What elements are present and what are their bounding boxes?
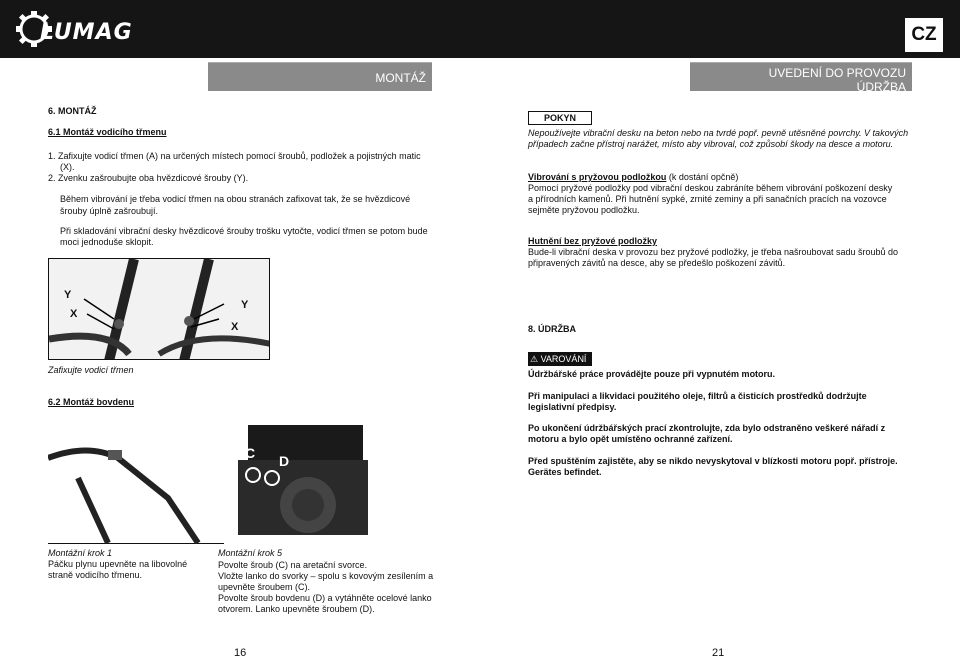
warning-1: Údržbářské práce provádějte pouze při vypnutém motoru. <box>528 369 776 379</box>
caption-1-title: Montážní krok 1 <box>48 548 113 558</box>
note-1b: šrouby úplně zašroubují. <box>60 206 159 216</box>
warning-4b: Gerätes befindet. <box>528 467 602 477</box>
warning-4a: Před spuštěním zajistěte, aby se nikdo nevyskytoval v blízkosti motoru popř. přístroje. <box>528 456 898 466</box>
step-1-cont: (X). <box>60 162 75 172</box>
throttle-lever-photo <box>48 418 224 544</box>
note-2b: moci jednoduše sklopit. <box>60 237 154 247</box>
fig1-label-x2: X <box>231 321 239 333</box>
section-heading-6: 6. MONTÁŽ <box>48 106 97 116</box>
caption-5-line5: otvorem. Lanko upevněte šroubem (D). <box>218 604 375 614</box>
note-2a: Při skladování vibrační desky hvězdicové šrouby trošku vytočte, vodicí třmen se potom bude <box>60 226 428 236</box>
page-number-right: 21 <box>712 647 725 658</box>
vib-line3: sejměte pryžovou podložku. <box>528 205 640 215</box>
fig1-label-x1: X <box>70 308 78 320</box>
page-number-left: 16 <box>234 647 247 658</box>
varovani-text: VAROVÁNÍ <box>540 354 587 364</box>
language-badge: CZ <box>905 18 943 52</box>
caption-5-title: Montážní krok 5 <box>218 548 283 558</box>
vib-line2: a přírodních kamenů. Při hutnění sypké, zrnité zeminy a při sanačních pracích na vozovce <box>528 194 887 204</box>
pokyn-line1: Nepoužívejte vibrační desku na beton nebo na tvrdé popř. pevně utěsněné povrchy. V takových <box>528 128 909 138</box>
hut-line1: Bude-li vibrační deska v provozu bez pryžové podložky, je třeba našroubovat sadu šroubů do <box>528 247 899 257</box>
vib-line1: Pomocí pryžové podložky pod vibrační deskou zabráníte během vibrování poškození desky <box>528 183 893 193</box>
banner-right-line2: ÚDRŽBA <box>856 80 906 95</box>
vib-title-line <box>528 172 738 184</box>
step-1: 1. Zafixujte vodicí třmen (A) na určených místech pomocí šroubů, podložek a pojistných matic <box>48 151 421 161</box>
handle-mount-photo <box>48 258 270 360</box>
warning-3a: Po ukončení údržbářských prací zkontrolujte, zda bylo odstraněno veškeré nářadí z <box>528 423 886 433</box>
fig1-caption: Zafixujte vodicí třmen <box>48 365 134 375</box>
section-banner-left <box>208 62 432 91</box>
caption-5-line1: Povolte šroub (C) na aretační svorce. <box>218 560 368 570</box>
logo-text: LUMAG <box>40 20 133 45</box>
lumag-logo <box>14 9 154 49</box>
banner-right-line1: UVEDENÍ DO PROVOZU <box>768 66 906 80</box>
pokyn-label: POKYN <box>528 111 592 125</box>
note-1a: Během vibrování je třeba vodicí třmen na obou stranách zafixovat tak, že se hvězdicové <box>60 194 411 204</box>
caption-1-line1: Páčku plynu upevněte na libovolné <box>48 559 188 569</box>
step-2: 2. Zvenku zašroubujte oba hvězdicové šrouby (Y). <box>48 173 249 183</box>
engine-photo <box>218 420 376 546</box>
fig2-label-d: D <box>279 453 290 469</box>
caption-5-line4: Povolte šroub bovdenu (D) a vytáhněte ocelové lanko <box>218 593 432 603</box>
warning-2a: Při manipulaci a likvidaci použitého oleje, filtrů a čisticích prostředků dodržujte <box>528 391 867 401</box>
fig2-label-c: C <box>245 445 256 461</box>
section-heading-8: 8. ÚDRŽBA <box>528 324 577 334</box>
fig1-label-y1: Y <box>64 289 72 301</box>
vib-title: Vibrování s pryžovou podložkou <box>528 172 667 182</box>
caption-5-line2: Vložte lanko do svorky – spolu s kovovým zesílením a <box>218 571 434 581</box>
caption-5-line3: upevněte šroubem (C). <box>218 582 311 592</box>
pokyn-line2: případech začne přístroj narážet, místo aby vibroval, což způsobí škody na desce a motoru. <box>528 139 894 149</box>
vib-title-rest: (k dostání opčně) <box>666 172 739 182</box>
warning-icon: ⚠ <box>530 354 539 364</box>
fig1-label-y2: Y <box>241 299 249 311</box>
section-banner-right <box>690 62 912 95</box>
warning-3b: motoru a bylo opět umístěno ochranné zařízení. <box>528 434 733 444</box>
subheading-6-1: 6.1 Montáž vodicího třmenu <box>48 127 167 137</box>
hut-title: Hutnění bez pryžové podložky <box>528 236 658 246</box>
hut-line2: připravených závitů na desce, aby se předešlo poškození závitů. <box>528 258 786 268</box>
subheading-6-2: 6.2 Montáž bovdenu <box>48 397 135 407</box>
banner-left-text: MONTÁŽ <box>375 71 426 85</box>
varovani-label <box>528 352 592 366</box>
caption-1-line2: straně vodicího třmenu. <box>48 570 143 580</box>
warning-2b: legislativní předpisy. <box>528 402 617 412</box>
